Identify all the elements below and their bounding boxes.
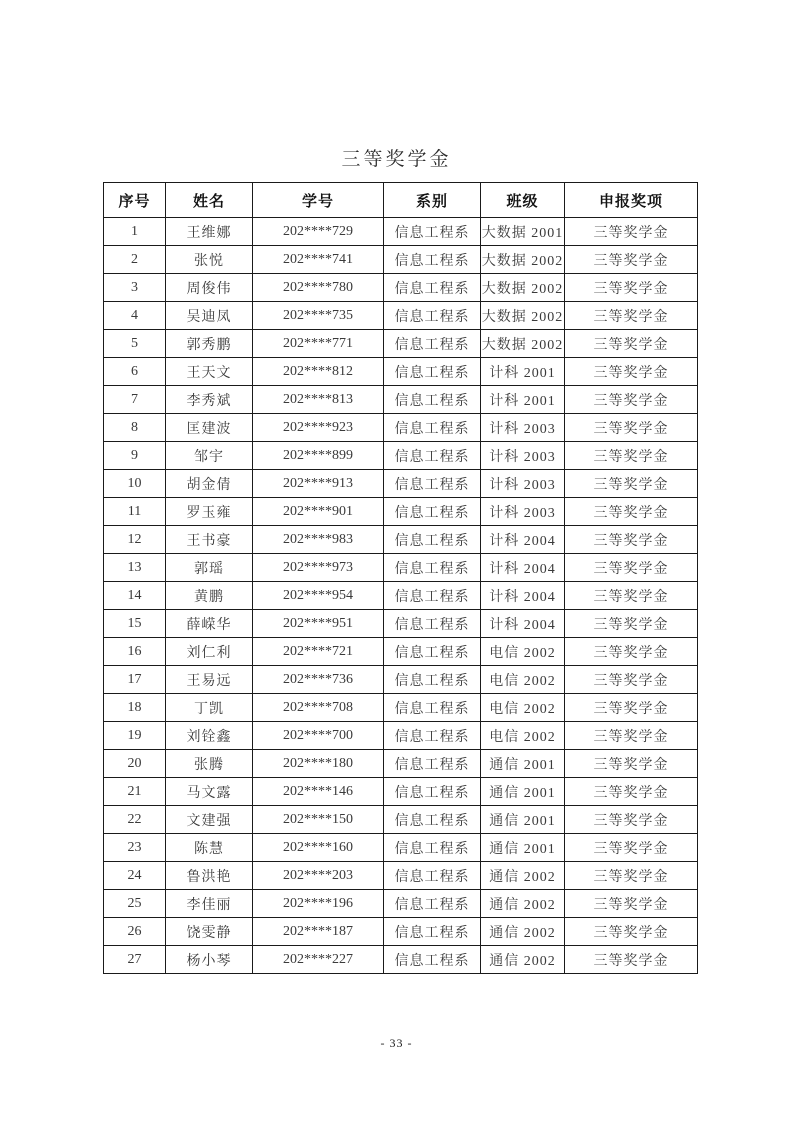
table-cell: 三等奖学金: [565, 554, 698, 582]
table-cell: 信息工程系: [384, 834, 481, 862]
table-cell: 大数据 2002: [481, 274, 565, 302]
table-cell: 202****721: [253, 638, 384, 666]
table-cell: 三等奖学金: [565, 610, 698, 638]
header-department: 系别: [384, 183, 481, 218]
table-cell: 三等奖学金: [565, 274, 698, 302]
table-cell: 刘仁利: [166, 638, 253, 666]
table-cell: 202****899: [253, 442, 384, 470]
table-cell: 三等奖学金: [565, 218, 698, 246]
table-cell: 计科 2003: [481, 498, 565, 526]
table-cell: 通信 2001: [481, 806, 565, 834]
table-cell: 20: [104, 750, 166, 778]
table-cell: 三等奖学金: [565, 498, 698, 526]
table-cell: 计科 2003: [481, 442, 565, 470]
table-cell: 计科 2004: [481, 554, 565, 582]
table-cell: 202****901: [253, 498, 384, 526]
table-cell: 信息工程系: [384, 722, 481, 750]
table-cell: 9: [104, 442, 166, 470]
table-cell: 202****954: [253, 582, 384, 610]
table-cell: 14: [104, 582, 166, 610]
table-cell: 通信 2001: [481, 750, 565, 778]
table-cell: 三等奖学金: [565, 890, 698, 918]
table-cell: 信息工程系: [384, 302, 481, 330]
table-row: [104, 750, 698, 778]
table-cell: 202****203: [253, 862, 384, 890]
table-cell: 信息工程系: [384, 526, 481, 554]
table-cell: 202****700: [253, 722, 384, 750]
table-cell: 12: [104, 526, 166, 554]
table-cell: 三等奖学金: [565, 246, 698, 274]
table-cell: 202****180: [253, 750, 384, 778]
table-cell: 计科 2001: [481, 386, 565, 414]
table-cell: 三等奖学金: [565, 918, 698, 946]
table-cell: 7: [104, 386, 166, 414]
table-row: [104, 386, 698, 414]
table-cell: 吴迪凤: [166, 302, 253, 330]
table-cell: 信息工程系: [384, 666, 481, 694]
table-cell: 张悦: [166, 246, 253, 274]
table-cell: 信息工程系: [384, 778, 481, 806]
table-cell: 大数据 2002: [481, 246, 565, 274]
table-cell: 18: [104, 694, 166, 722]
table-cell: 郭秀鹏: [166, 330, 253, 358]
table-cell: 三等奖学金: [565, 750, 698, 778]
table-row: [104, 862, 698, 890]
table-cell: 信息工程系: [384, 414, 481, 442]
table-cell: 202****729: [253, 218, 384, 246]
table-cell: 信息工程系: [384, 442, 481, 470]
table-cell: 21: [104, 778, 166, 806]
table-row: [104, 554, 698, 582]
table-cell: 罗玉雍: [166, 498, 253, 526]
table-cell: 24: [104, 862, 166, 890]
table-row: [104, 946, 698, 974]
table-cell: 张腾: [166, 750, 253, 778]
table-cell: 计科 2003: [481, 414, 565, 442]
table-cell: 202****196: [253, 890, 384, 918]
table-cell: 三等奖学金: [565, 330, 698, 358]
table-body: [104, 218, 698, 974]
table-row: [104, 610, 698, 638]
table-cell: 鲁洪艳: [166, 862, 253, 890]
table-cell: 13: [104, 554, 166, 582]
table-cell: 26: [104, 918, 166, 946]
header-serial-number: 序号: [104, 183, 166, 218]
table-cell: 202****951: [253, 610, 384, 638]
table-cell: 202****771: [253, 330, 384, 358]
table-cell: 1: [104, 218, 166, 246]
table-cell: 信息工程系: [384, 806, 481, 834]
table-cell: 202****150: [253, 806, 384, 834]
table-cell: 三等奖学金: [565, 470, 698, 498]
table-cell: 2: [104, 246, 166, 274]
table-cell: 李佳丽: [166, 890, 253, 918]
table-cell: 202****160: [253, 834, 384, 862]
table-cell: 信息工程系: [384, 918, 481, 946]
table-row: [104, 274, 698, 302]
table-cell: 马文露: [166, 778, 253, 806]
table-row: [104, 358, 698, 386]
table-cell: 通信 2002: [481, 862, 565, 890]
table-cell: 三等奖学金: [565, 834, 698, 862]
page-number: - 33 -: [380, 1036, 413, 1050]
table-row: [104, 918, 698, 946]
table-row: [104, 694, 698, 722]
table-header: [104, 183, 698, 218]
table-cell: 郭瑶: [166, 554, 253, 582]
table-cell: 电信 2002: [481, 666, 565, 694]
table-cell: 信息工程系: [384, 890, 481, 918]
table-row: [104, 526, 698, 554]
table-cell: 10: [104, 470, 166, 498]
table-row: [104, 218, 698, 246]
table-header-row: [104, 183, 698, 218]
table-cell: 202****913: [253, 470, 384, 498]
table-cell: 信息工程系: [384, 470, 481, 498]
table-cell: 202****983: [253, 526, 384, 554]
table-cell: 电信 2002: [481, 694, 565, 722]
header-student-id: 学号: [253, 183, 384, 218]
table-cell: 202****813: [253, 386, 384, 414]
table-row: [104, 666, 698, 694]
table-cell: 信息工程系: [384, 358, 481, 386]
table-cell: 薛嵘华: [166, 610, 253, 638]
page-title: 三等奖学金: [341, 149, 452, 170]
table-cell: 19: [104, 722, 166, 750]
table-cell: 三等奖学金: [565, 806, 698, 834]
header-declared-award: 申报奖项: [565, 183, 698, 218]
table-cell: 计科 2004: [481, 526, 565, 554]
table-cell: 信息工程系: [384, 330, 481, 358]
table-row: [104, 414, 698, 442]
table-cell: 11: [104, 498, 166, 526]
table-row: [104, 442, 698, 470]
table-cell: 刘铨鑫: [166, 722, 253, 750]
table-cell: 8: [104, 414, 166, 442]
table-row: [104, 246, 698, 274]
table-cell: 202****780: [253, 274, 384, 302]
table-cell: 6: [104, 358, 166, 386]
table-cell: 三等奖学金: [565, 386, 698, 414]
table-cell: 202****146: [253, 778, 384, 806]
table-row: [104, 470, 698, 498]
table-cell: 三等奖学金: [565, 358, 698, 386]
table-cell: 信息工程系: [384, 862, 481, 890]
table-cell: 17: [104, 666, 166, 694]
table-cell: 三等奖学金: [565, 862, 698, 890]
table-row: [104, 582, 698, 610]
table-row: [104, 834, 698, 862]
table-cell: 三等奖学金: [565, 526, 698, 554]
header-class: 班级: [481, 183, 565, 218]
table-cell: 202****708: [253, 694, 384, 722]
table-cell: 信息工程系: [384, 694, 481, 722]
table-cell: 202****973: [253, 554, 384, 582]
table-cell: 23: [104, 834, 166, 862]
table-cell: 25: [104, 890, 166, 918]
table-cell: 信息工程系: [384, 218, 481, 246]
table-cell: 202****812: [253, 358, 384, 386]
table-cell: 大数据 2001: [481, 218, 565, 246]
table-cell: 信息工程系: [384, 246, 481, 274]
table-cell: 202****227: [253, 946, 384, 974]
table-row: [104, 806, 698, 834]
table-cell: 27: [104, 946, 166, 974]
table-cell: 三等奖学金: [565, 946, 698, 974]
table-cell: 丁凯: [166, 694, 253, 722]
table-cell: 电信 2002: [481, 722, 565, 750]
table-cell: 计科 2004: [481, 610, 565, 638]
table-cell: 15: [104, 610, 166, 638]
table-cell: 大数据 2002: [481, 330, 565, 358]
table-cell: 22: [104, 806, 166, 834]
table-cell: 三等奖学金: [565, 722, 698, 750]
table-cell: 通信 2002: [481, 890, 565, 918]
table-cell: 通信 2001: [481, 834, 565, 862]
table-cell: 3: [104, 274, 166, 302]
table-cell: 信息工程系: [384, 610, 481, 638]
table-cell: 文建强: [166, 806, 253, 834]
table-cell: 信息工程系: [384, 582, 481, 610]
table-cell: 匡建波: [166, 414, 253, 442]
table-cell: 计科 2004: [481, 582, 565, 610]
table-cell: 信息工程系: [384, 638, 481, 666]
table-row: [104, 638, 698, 666]
table-row: [104, 722, 698, 750]
table-cell: 信息工程系: [384, 274, 481, 302]
table-cell: 邹宇: [166, 442, 253, 470]
table-cell: 信息工程系: [384, 946, 481, 974]
table-cell: 黄鹏: [166, 582, 253, 610]
table-cell: 通信 2001: [481, 778, 565, 806]
table-cell: 王维娜: [166, 218, 253, 246]
table-cell: 信息工程系: [384, 554, 481, 582]
table-cell: 王天文: [166, 358, 253, 386]
table-cell: 王书豪: [166, 526, 253, 554]
table-row: [104, 330, 698, 358]
table-cell: 王易远: [166, 666, 253, 694]
table-row: [104, 890, 698, 918]
table-cell: 三等奖学金: [565, 582, 698, 610]
table-cell: 通信 2002: [481, 946, 565, 974]
header-name: 姓名: [166, 183, 253, 218]
table-cell: 饶雯静: [166, 918, 253, 946]
table-cell: 计科 2001: [481, 358, 565, 386]
table-row: [104, 498, 698, 526]
table-cell: 通信 2002: [481, 918, 565, 946]
table-cell: 三等奖学金: [565, 414, 698, 442]
table-cell: 陈慧: [166, 834, 253, 862]
scholarship-table: [103, 182, 698, 974]
table-cell: 信息工程系: [384, 750, 481, 778]
table-cell: 4: [104, 302, 166, 330]
table-cell: 杨小琴: [166, 946, 253, 974]
table-cell: 202****741: [253, 246, 384, 274]
table-cell: 大数据 2002: [481, 302, 565, 330]
table-cell: 李秀斌: [166, 386, 253, 414]
table-cell: 三等奖学金: [565, 302, 698, 330]
table-cell: 202****187: [253, 918, 384, 946]
table-cell: 三等奖学金: [565, 694, 698, 722]
table-cell: 三等奖学金: [565, 638, 698, 666]
table-cell: 16: [104, 638, 166, 666]
table-cell: 胡金倩: [166, 470, 253, 498]
table-row: [104, 778, 698, 806]
table-cell: 计科 2003: [481, 470, 565, 498]
table-cell: 202****735: [253, 302, 384, 330]
table-cell: 三等奖学金: [565, 778, 698, 806]
table-cell: 三等奖学金: [565, 442, 698, 470]
table-cell: 周俊伟: [166, 274, 253, 302]
table-row: [104, 302, 698, 330]
table-cell: 电信 2002: [481, 638, 565, 666]
table-cell: 202****923: [253, 414, 384, 442]
table-cell: 信息工程系: [384, 386, 481, 414]
table-cell: 三等奖学金: [565, 666, 698, 694]
table-cell: 信息工程系: [384, 498, 481, 526]
table-cell: 5: [104, 330, 166, 358]
table-cell: 202****736: [253, 666, 384, 694]
